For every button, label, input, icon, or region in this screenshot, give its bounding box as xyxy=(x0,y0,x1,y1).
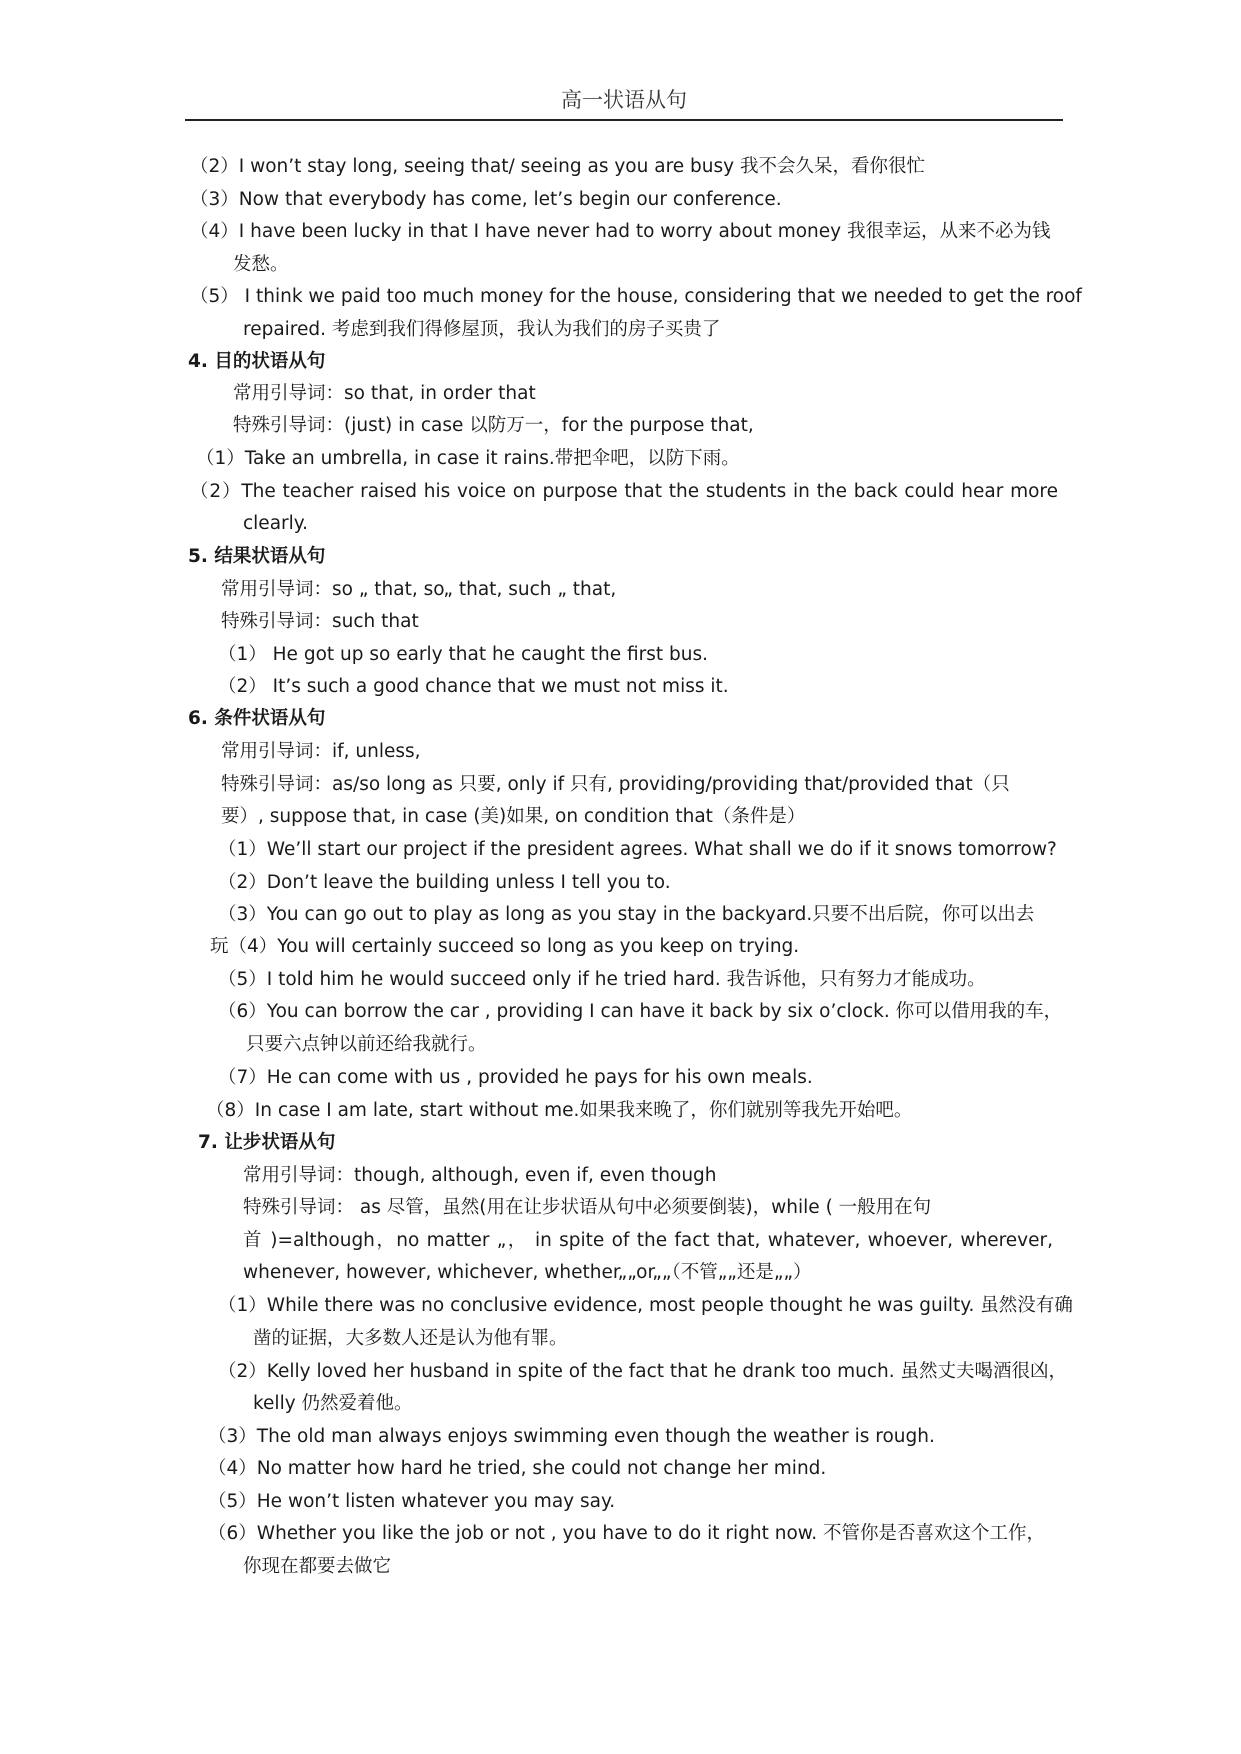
intro-line: 常用引导词：so „ that, so„ that, such „ that, xyxy=(221,579,617,600)
example-line: （5） I think we paid too much money for the house, considering that we needed to get the roof xyxy=(190,286,1082,307)
section-heading: 4. 目的状语从句 xyxy=(188,351,326,372)
example-line: （2）I won’t stay long, seeing that/ seeing as you are busy 我不会久呆，看你很忙 xyxy=(190,156,925,177)
example-line: 凿的证据，大多数人还是认为他有罪。 xyxy=(253,1328,568,1349)
example-line: 只要六点钟以前还给我就行。 xyxy=(246,1034,487,1055)
example-line: （1） He got up so early that he caught the first bus. xyxy=(218,644,709,665)
example-line: repaired. 考虑到我们得修屋顶，我认为我们的房子买贵了 xyxy=(243,319,721,340)
intro-line: 特殊引导词：as/so long as 只要, only if 只有, providing/providing that/provided that（只 xyxy=(221,774,1010,795)
example-line: （7）He can come with us , provided he pays for his own meals. xyxy=(218,1067,813,1088)
section-heading: 7. 让步状语从句 xyxy=(198,1132,336,1153)
intro-line: 首 )=although，no matter „， in spite of the fact that, whatever, whoever, wherever, xyxy=(243,1230,1053,1251)
example-line: （1）We’ll start our project if the president agrees. What shall we do if it snows tomorrow? xyxy=(218,839,1057,860)
example-line: （1）While there was no conclusive evidence, most people thought he was guilty. 虽然没有确 xyxy=(218,1295,1073,1316)
example-line: （3）Now that everybody has come, let’s begin our conference. xyxy=(190,189,782,210)
example-line: （4）I have been lucky in that I have never had to worry about money 我很幸运，从来不必为钱 xyxy=(190,221,1051,242)
example-line: （1）Take an umbrella, in case it rains.带把伞吧，以防下雨。 xyxy=(196,448,740,469)
example-line: （2）Kelly loved her husband in spite of the fact that he drank too much. 虽然丈夫喝酒很凶， xyxy=(218,1361,1068,1382)
example-line: （2）The teacher raised his voice on purpose that the students in the back could hear more xyxy=(190,481,1058,502)
intro-line: 特殊引导词：such that xyxy=(221,611,419,632)
intro-line: 特殊引导词： as 尽管，虽然(用在让步状语从句中必须要倒装)，while ( 一般用在句 xyxy=(243,1197,932,1218)
intro-line: 常用引导词：though, although, even if, even though xyxy=(243,1165,717,1186)
intro-line: 要）, suppose that, in case (美)如果, on condition that（条件是） xyxy=(221,806,806,827)
example-line: 玩（4）You will certainly succeed so long as you keep on trying. xyxy=(210,936,800,957)
example-line: （2）Don’t leave the building unless I tell you to. xyxy=(218,872,671,893)
example-line: kelly 仍然爱着他。 xyxy=(253,1393,413,1414)
intro-line: 特殊引导词：(just) in case 以防万一，for the purpose that, xyxy=(233,415,754,436)
intro-line: whenever, however, whichever, whether„„or„„（不管„„还是„„） xyxy=(243,1262,812,1283)
page-header: 高一状语从句 xyxy=(561,88,687,112)
example-line: （6）Whether you like the job or not , you have to do it right now. 不管你是否喜欢这个工作， xyxy=(208,1523,1045,1544)
example-line: （3）You can go out to play as long as you stay in the backyard.只要不出后院，你可以出去 xyxy=(218,904,1035,925)
example-line: （2） It’s such a good chance that we must not miss it. xyxy=(218,676,729,697)
example-line: （5）I told him he would succeed only if he tried hard. 我告诉他，只有努力才能成功。 xyxy=(218,969,986,990)
example-line: （5）He won’t listen whatever you may say. xyxy=(208,1491,616,1512)
section-heading: 6. 条件状语从句 xyxy=(188,708,326,729)
section-heading: 5. 结果状语从句 xyxy=(188,546,326,567)
example-line: 你现在都要去做它 xyxy=(243,1556,392,1577)
intro-line: 常用引导词：so that, in order that xyxy=(233,383,536,404)
example-line: （3）The old man always enjoys swimming even though the weather is rough. xyxy=(208,1426,935,1447)
intro-line: 常用引导词：if, unless, xyxy=(221,741,421,762)
example-line: （6）You can borrow the car , providing I can have it back by six o’clock. 你可以借用我的车， xyxy=(218,1001,1063,1022)
example-line: 发愁。 xyxy=(233,254,289,275)
example-line: （4）No matter how hard he tried, she could not change her mind. xyxy=(208,1458,827,1479)
header-rule xyxy=(185,119,1063,121)
example-line: clearly. xyxy=(243,513,308,534)
example-line: （8）In case I am late, start without me.如果我来晚了，你们就别等我先开始吧。 xyxy=(206,1100,913,1121)
